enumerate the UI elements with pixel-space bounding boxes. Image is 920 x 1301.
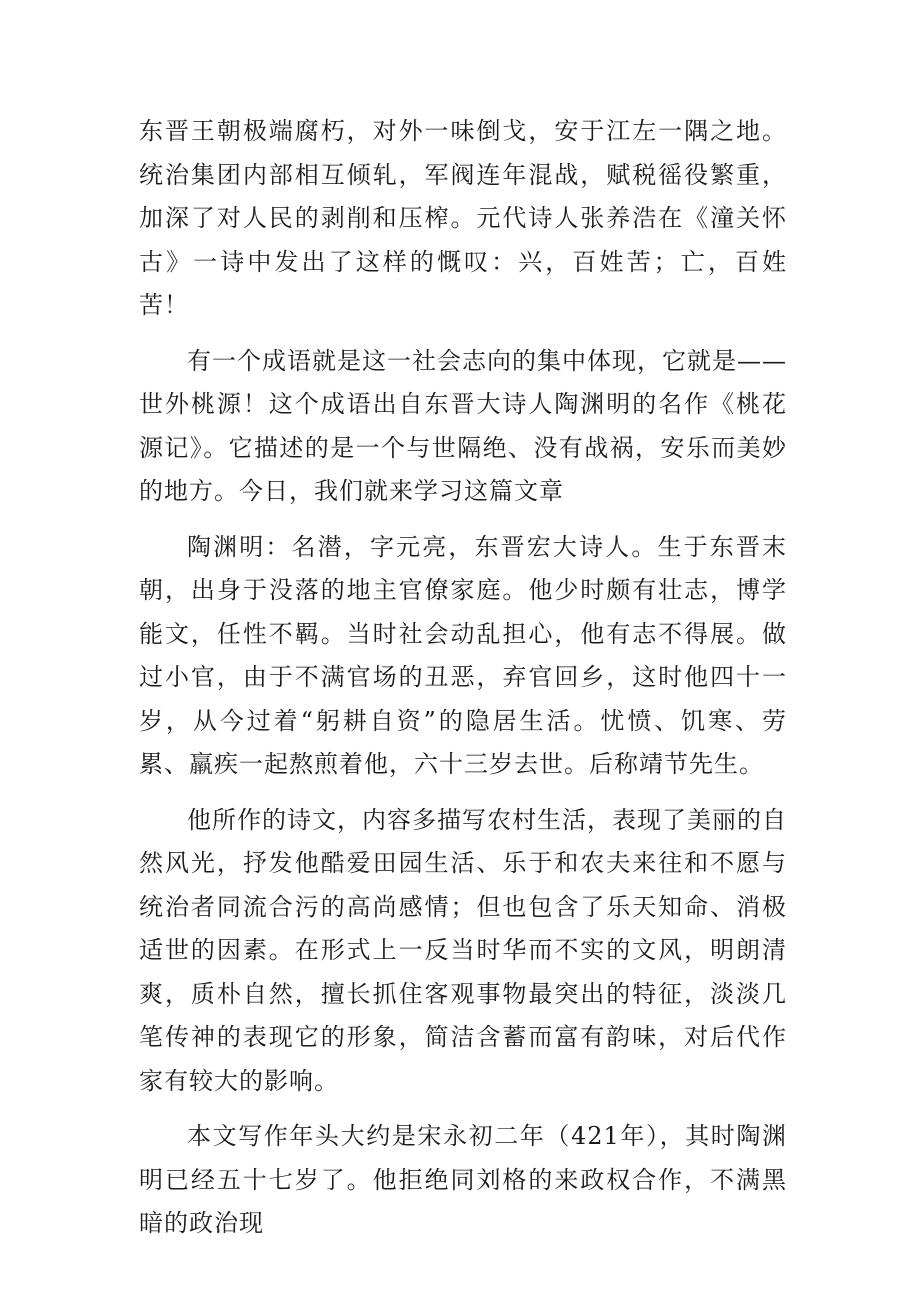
paragraph-4: 他所作的诗文，内容多描写农村生活，表现了美丽的自然风光，抒发他酷爱田园生活、乐于和农夫来往和不愿与统治者同流合污的高尚感情；但也包含了乐天知命、消极适世的因素。在形式上一反当时华而不实的文风，明朗清爽，质朴自然，擅长抓住客观事物最突出的特征，淡淡几笔传神的表现它的形象，简洁含蓄而富有韵味，对后代作家有较大的影响。 [139, 805, 787, 1095]
document-body [139, 110, 787, 1258]
paragraph-3: 陶渊明：名潜，字元亮，东晋宏大诗人。生于东晋末朝，出身于没落的地主官僚家庭。他少时颇有壮志，博学能文，任性不羁。当时社会动乱担心，他有志不得展。做过小官，由于不满官场的丑恶，弃官回乡，这时他四十一岁，从今过着“躬耕自资”的隐居生活。忧愤、饥寒、劳累、羸疾一起熬煎着他，六十三岁去世。后称靖节先生。 [139, 532, 787, 778]
paragraph-1: 东晋王朝极端腐朽，对外一味倒戈，安于江左一隅之地。统治集团内部相互倾轧，军阀连年混战，赋税徭役繁重，加深了对人民的剥削和压榨。元代诗人张养浩在《潼关怀古》一诗中发出了这样的慨叹：兴，百姓苦；亡，百姓苦！ [139, 117, 787, 319]
paragraph-5: 本文写作年头大约是宋永初二年（421年），其时陶渊明已经五十七岁了。他拒绝同刘格的来政权合作，不满黑暗的政治现 [139, 1122, 787, 1237]
paragraph-2: 有一个成语就是这一社会志向的集中体现，它就是——世外桃源！这个成语出自东晋大诗人陶渊明的名作《桃花源记》。它描述的是一个与世隔绝、没有战祸，安乐而美妙的地方。今日，我们就来学习这篇文章 [139, 346, 787, 505]
